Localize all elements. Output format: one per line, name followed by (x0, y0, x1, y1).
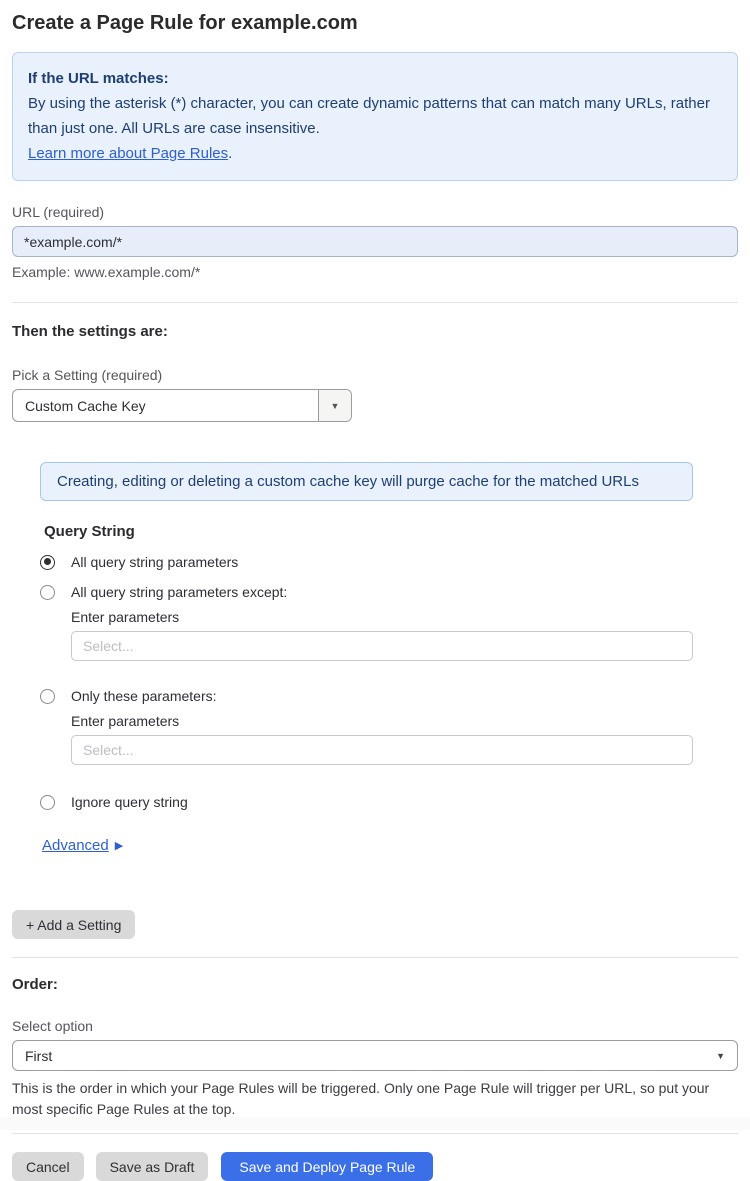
advanced-link-label[interactable]: Advanced (42, 837, 109, 854)
chevron-right-icon: ▶ (114, 840, 124, 852)
url-match-info-box (12, 52, 738, 181)
enter-parameters-label: Enter parameters (71, 713, 180, 729)
radio-button-icon[interactable] (40, 585, 55, 600)
order-select-label: Select option (12, 1018, 93, 1034)
radio-button-icon[interactable] (40, 795, 55, 810)
settings-section-heading: Then the settings are: (12, 323, 168, 340)
divider (12, 1133, 738, 1134)
chevron-down-icon: ▼ (330, 400, 340, 411)
except-params-block (71, 609, 693, 661)
url-example-hint: Example: www.example.com/* (12, 264, 201, 280)
save-as-draft-button[interactable]: Save as Draft (96, 1152, 209, 1181)
divider (12, 957, 738, 958)
only-parameters-input[interactable] (71, 735, 693, 765)
setting-select-dropdown-button[interactable] (318, 390, 351, 421)
radio-option-all-except[interactable] (40, 584, 693, 600)
pick-setting-label: Pick a Setting (required) (12, 367, 163, 383)
order-help-text: This is the order in which your Page Rules will be triggered. Only one Page Rule will trigger per URL, so put your most specific Page Rules at the top. (12, 1080, 710, 1117)
chevron-down-icon: ▼ (716, 1050, 725, 1061)
info-box-heading: If the URL matches: (28, 70, 169, 87)
setting-select[interactable] (12, 389, 352, 422)
radio-label[interactable]: All query string parameters (71, 554, 239, 570)
cancel-button[interactable]: Cancel (12, 1152, 84, 1181)
advanced-toggle-link[interactable] (42, 837, 123, 854)
setting-select-value: Custom Cache Key (25, 397, 146, 414)
radio-option-only-these[interactable] (40, 688, 693, 704)
purge-cache-notice: Creating, editing or deleting a custom cache key will purge cache for the matched URLs (40, 462, 693, 501)
radio-label[interactable]: Ignore query string (71, 794, 188, 810)
add-setting-button[interactable]: + Add a Setting (12, 910, 135, 939)
radio-button-icon[interactable] (40, 555, 55, 570)
order-select[interactable] (12, 1040, 738, 1071)
radio-label[interactable]: Only these parameters: (71, 688, 217, 704)
radio-label[interactable]: All query string parameters except: (71, 584, 288, 600)
radio-button-icon[interactable] (40, 689, 55, 704)
radio-option-ignore-query[interactable] (40, 794, 693, 810)
save-and-deploy-button[interactable]: Save and Deploy Page Rule (221, 1152, 433, 1181)
radio-option-all-params[interactable] (40, 554, 693, 570)
order-select-value: First (25, 1047, 53, 1064)
footer-actions (12, 1152, 738, 1181)
divider (12, 302, 738, 303)
query-string-heading: Query String (44, 523, 135, 540)
learn-more-link[interactable]: Learn more about Page Rules (28, 145, 229, 162)
enter-parameters-label: Enter parameters (71, 609, 180, 625)
only-params-block (71, 713, 693, 765)
custom-cache-key-panel (40, 462, 693, 855)
order-section-heading: Order: (12, 976, 58, 993)
info-box-link-line (28, 141, 722, 166)
url-input[interactable] (12, 226, 738, 257)
info-box-body: By using the asterisk (*) character, you can create dynamic patterns that can match many URLs, rather than just one. All URLs are case insensitive. (28, 95, 710, 137)
url-field-label: URL (required) (12, 204, 105, 220)
page-title: Create a Page Rule for example.com (12, 12, 358, 34)
except-parameters-input[interactable] (71, 631, 693, 661)
modal-bottom-edge (0, 1117, 750, 1130)
link-suffix: . (228, 145, 233, 162)
